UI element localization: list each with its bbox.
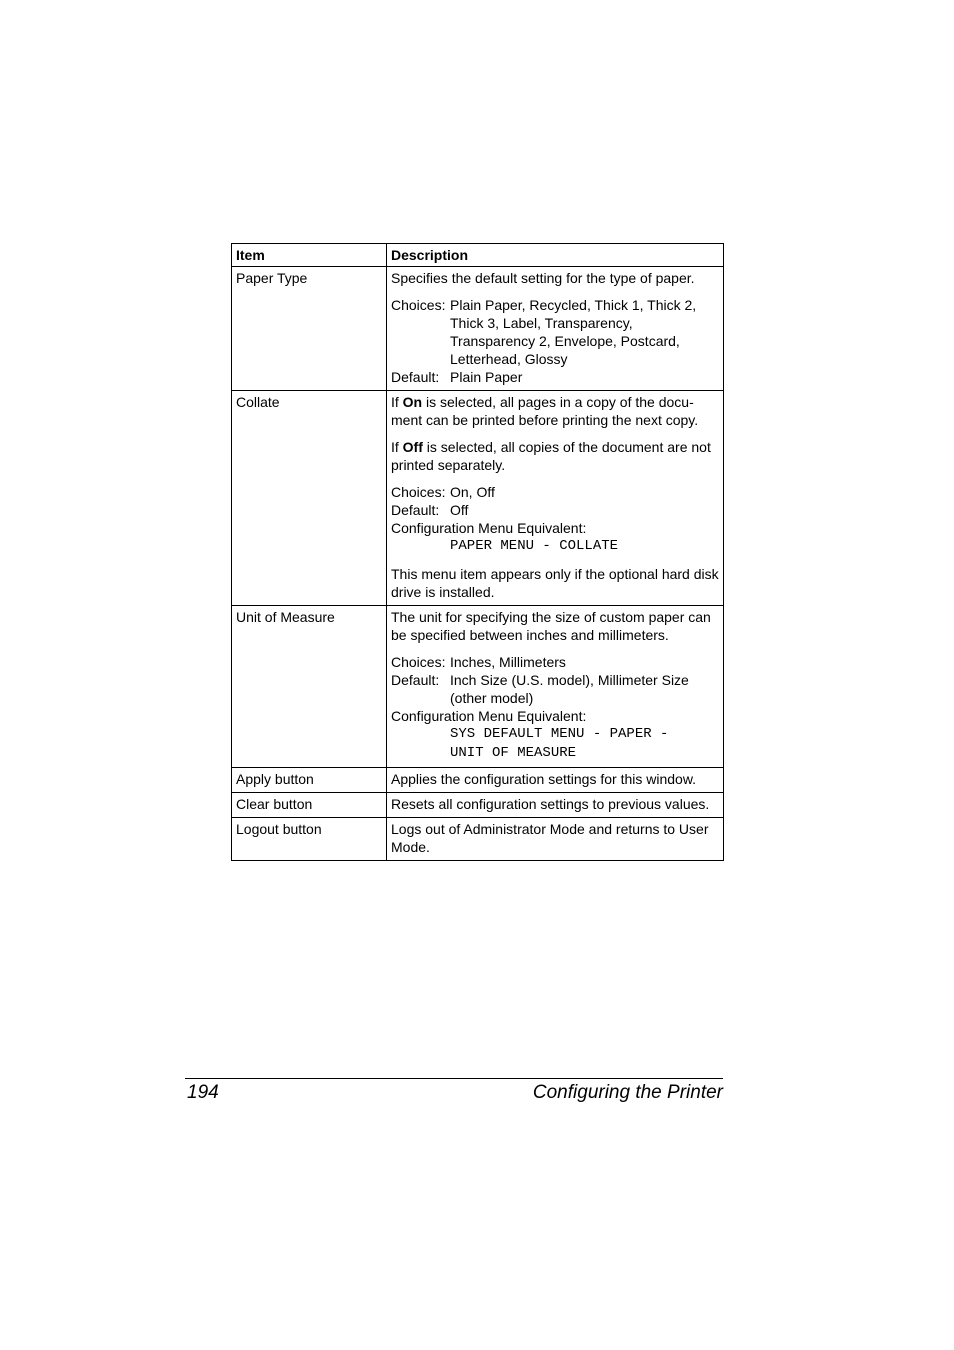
collate-off-post: is selected, all copies of the document are not printed separately. [391,439,711,473]
table-row-logout-button [232,818,724,861]
item-apply-button: Apply button [232,768,387,793]
unit-desc: The unit for specifying the size of custom paper can be specified between inches and millimeters. [391,609,711,643]
config-label: Configuration Menu Equivalent: [391,708,587,724]
default-value: Inch Size (U.S. model), Millimeter Size (other model) [450,672,689,706]
default-value: Plain Paper [450,369,523,385]
item-collate: Collate [232,391,387,606]
paper-type-choices [391,296,719,368]
item-unit-of-measure: Unit of Measure [232,606,387,768]
default-label: Default: [391,672,440,688]
item-paper-type: Paper Type [232,267,387,391]
paper-type-desc: Specifies the default setting for the type of paper. [391,270,695,286]
item-clear-button: Clear button [232,793,387,818]
paper-type-default [391,368,719,386]
page-number: 194 [187,1082,219,1103]
collate-choices [391,483,719,501]
unit-default [391,671,719,707]
table-row-unit-of-measure [232,606,724,768]
config-value-line2: UNIT OF MEASURE [450,745,577,761]
collate-on-pre: If [391,394,403,410]
settings-table [231,243,724,861]
footer-divider [185,1078,723,1079]
table-header-row [232,244,724,267]
default-label: Default: [391,502,440,518]
collate-off-keyword: Off [402,439,423,455]
description-logout-button: Logs out of Administrator Mode and returns to User Mode. [387,818,724,861]
table-row-paper-type [232,267,724,391]
description-collate [387,391,724,606]
collate-on-keyword: On [402,394,423,410]
choices-label: Choices: [391,484,446,500]
unit-choices [391,653,719,671]
collate-off-pre: If [391,439,403,455]
config-value: PAPER MENU - COLLATE [450,538,619,554]
default-label: Default: [391,369,440,385]
choices-value: Plain Paper, Recycled, Thick 1, Thick 2, Thick 3, Label, Transparency, Transparency 2, Envelope, Postcard, Letterhead, Glossy [450,297,697,367]
description-clear-button: Resets all configuration settings to previous values. [387,793,724,818]
description-apply-button: Applies the configuration settings for this window. [387,768,724,793]
collate-on-post: is selected, all pages in a copy of the docu-ment can be printed before printing the next copy. [391,394,699,428]
config-label: Configuration Menu Equivalent: [391,520,587,536]
collate-off-text [391,438,719,474]
collate-note: This menu item appears only if the optional hard disk drive is installed. [391,566,719,600]
header-description: Description [387,244,724,267]
header-item: Item [232,244,387,267]
running-title: Configuring the Printer [532,1082,723,1103]
collate-default [391,501,719,519]
table-row-apply-button [232,768,724,793]
item-logout-button: Logout button [232,818,387,861]
table-row-collate [232,391,724,606]
default-value: Off [450,502,469,518]
choices-value: On, Off [450,484,495,500]
description-unit-of-measure [387,606,724,768]
collate-on-text [391,393,719,429]
choices-label: Choices: [391,297,446,313]
choices-value: Inches, Millimeters [450,654,566,670]
choices-label: Choices: [391,654,446,670]
table-row-clear-button [232,793,724,818]
config-value-line1: SYS DEFAULT MENU - PAPER - [450,726,669,742]
description-paper-type [387,267,724,391]
